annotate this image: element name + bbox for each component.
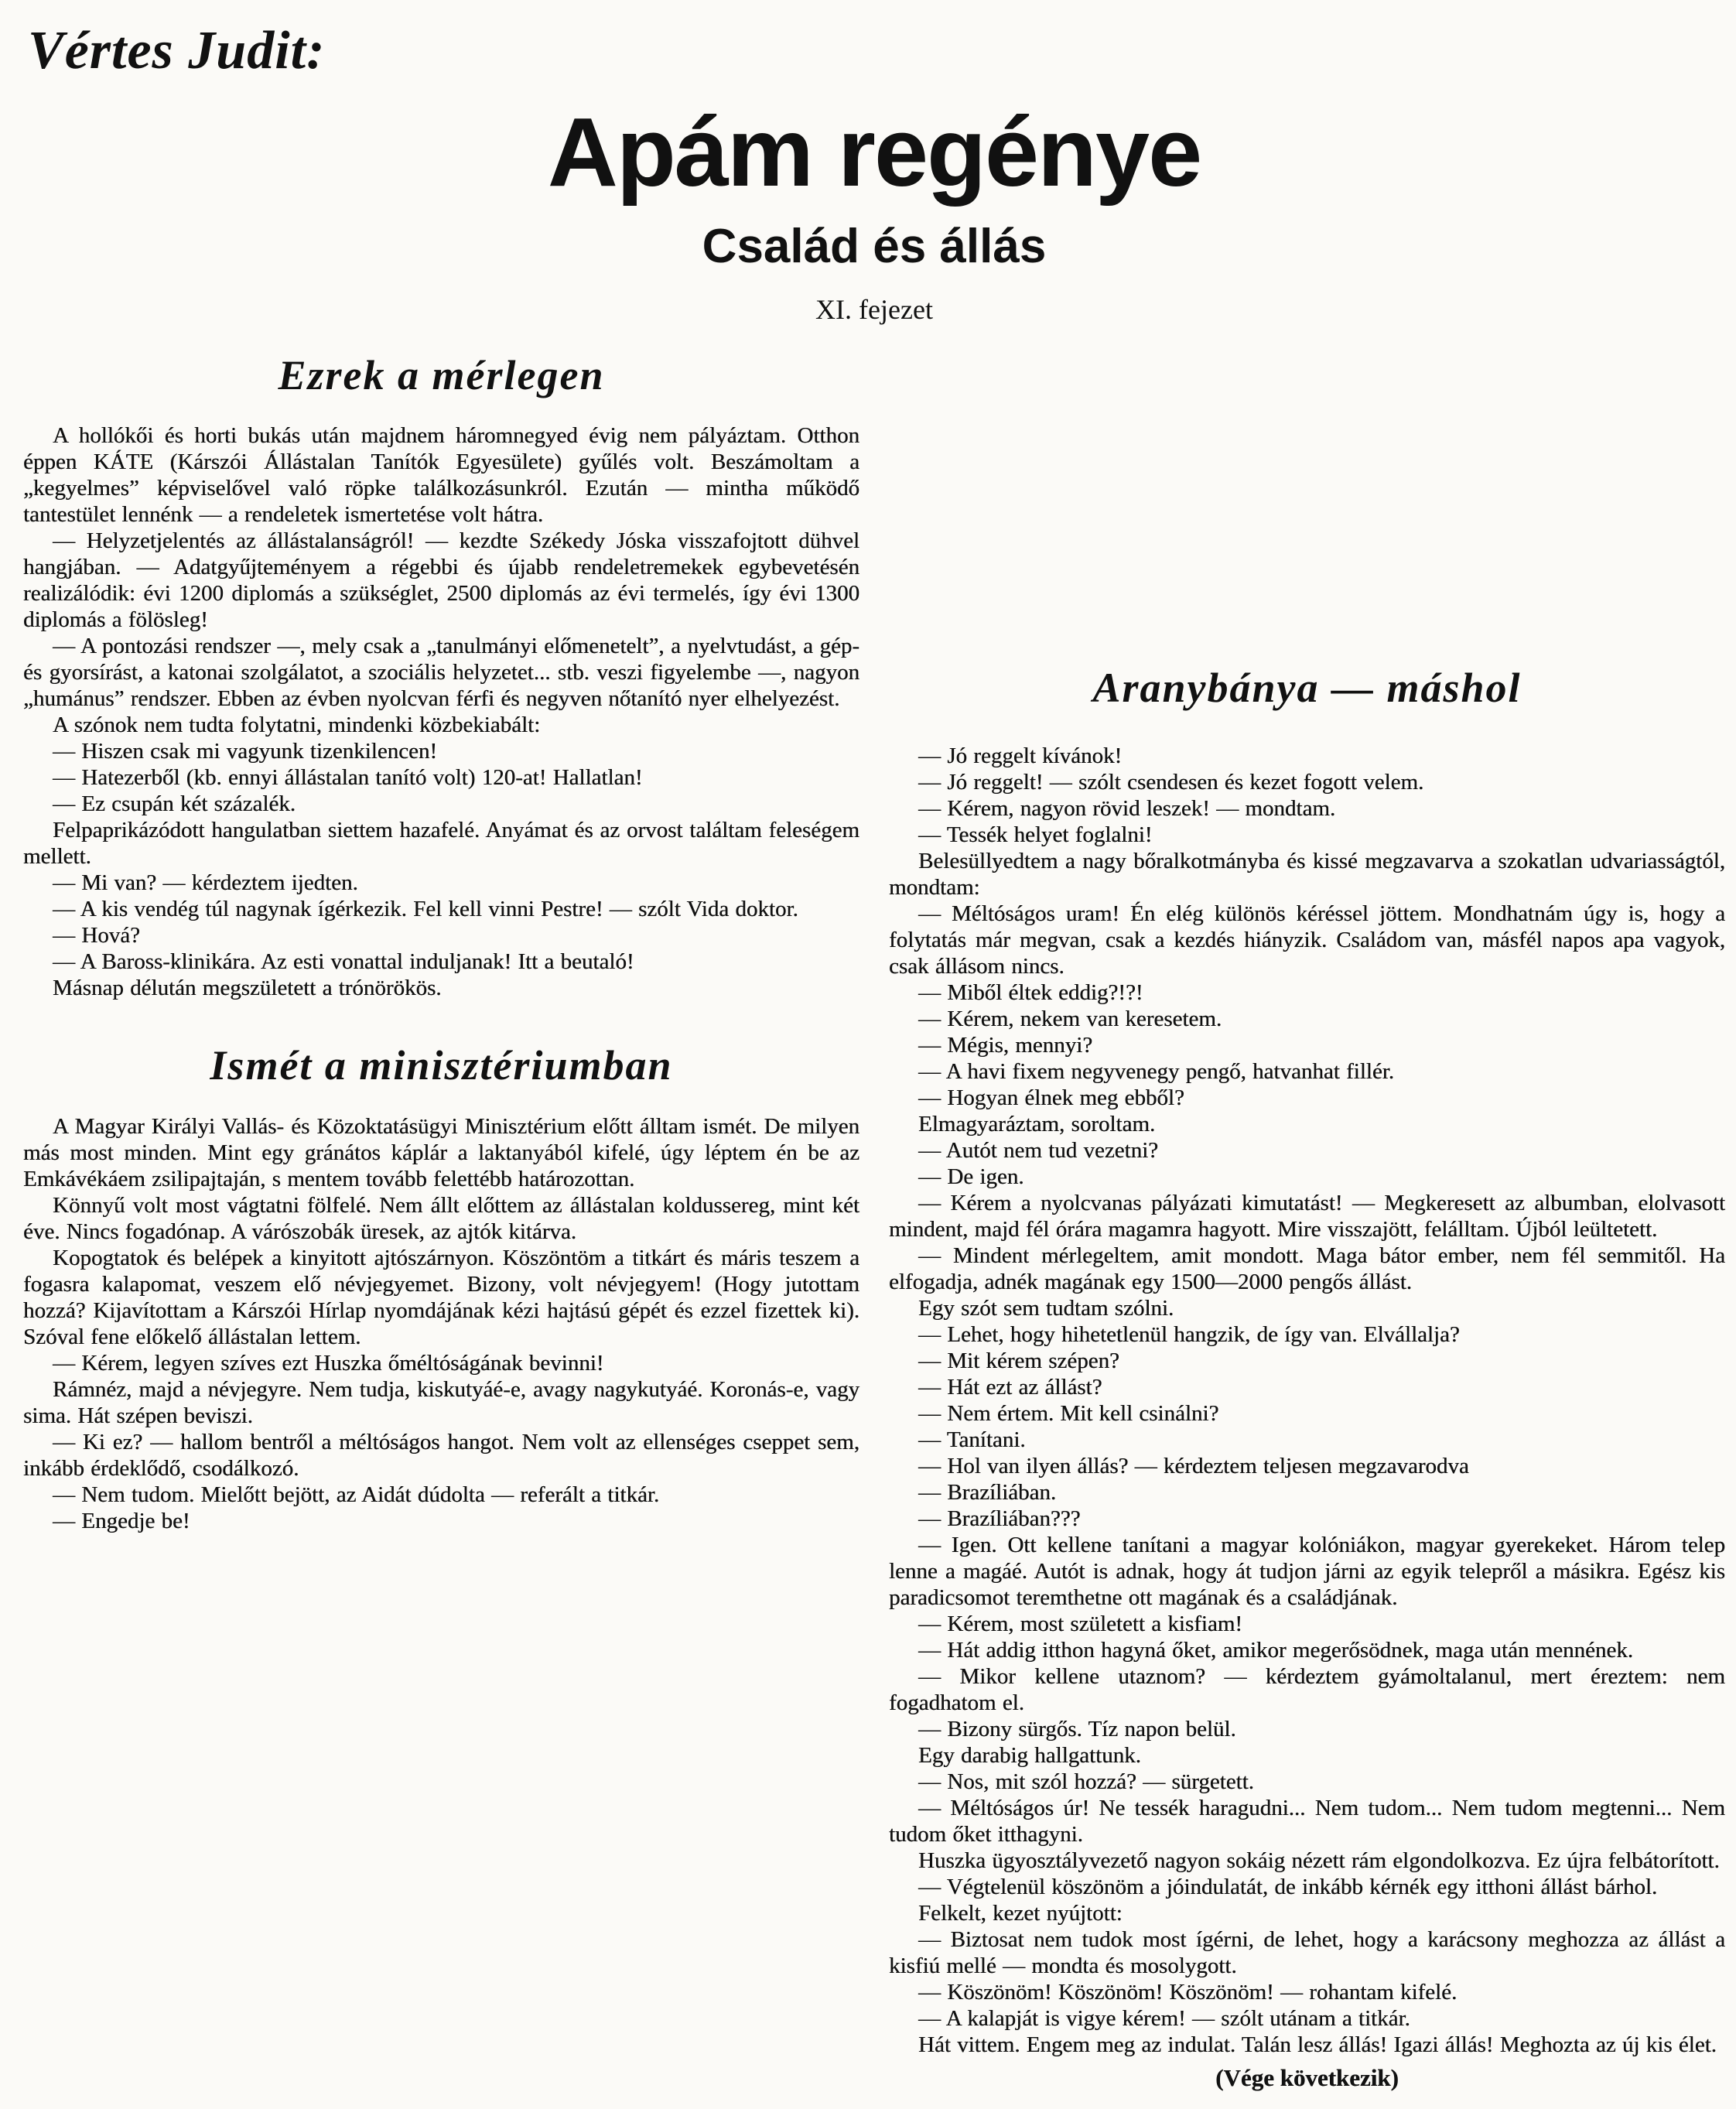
paragraph: — Méltóságos úr! Ne tessék haragudni... Nem tudom... Nem tudom megtenni... Nem tudom őket itthagyni. xyxy=(889,1796,1725,1848)
paragraph: — Brazíliában. xyxy=(918,1480,1057,1506)
paragraph: — Tessék helyet foglalni! xyxy=(918,822,1153,848)
paragraph: — Nem tudom. Mielőtt bejött, az Aidát dúdolta — referált a titkár. xyxy=(53,1482,660,1507)
paragraph: — Méltóságos uram! Én elég különös kéréssel jöttem. Mondhatnám úgy is, hogy a folytatás már megvan, csak a kezdés hiányzik. Családom van, másfél napos apa vagyok, csak állásom nincs. xyxy=(889,901,1725,979)
paragraph: — A kalapját is vigye kérem! — szólt utánam a titkár. xyxy=(918,2006,1410,2032)
paragraph: Felpaprikázódott hangulatban siettem hazafelé. Anyámat és az orvost találtam feleségem mellett. xyxy=(23,818,859,870)
left-column xyxy=(23,325,859,1533)
paragraph: Elmagyaráztam, soroltam. xyxy=(918,1112,1156,1137)
paragraph: — Kérem, nekem van keresetem. xyxy=(918,1007,1222,1032)
paragraph: — Mi van? — kérdeztem ijedten. xyxy=(53,870,358,896)
paragraph: A hollókői és horti bukás után majdnem háromnegyed évig nem pályáztam. Otthon éppen KÁTE (Kárszói Állástalan Tanítók Egyesülete) gyűlés volt. Beszámoltam a „kegyelmes” képviselővel való röpke találkozásunkról. Ezután — mintha működő tantestület lennénk — a rendeletek ismertetése volt hátra. xyxy=(23,423,859,528)
section-heading-aranybanya-mashol: Aranybánya — máshol xyxy=(1092,665,1522,712)
paragraph: Egy szót sem tudtam szólni. xyxy=(918,1296,1174,1321)
continuation-note: (Vége következik) xyxy=(1215,2064,1399,2092)
paragraph: — Autót nem tud vezetni? xyxy=(918,1138,1159,1164)
paragraph: Egy darabig hallgattunk. xyxy=(918,1743,1141,1769)
paragraph: — Brazíliában??? xyxy=(918,1506,1081,1532)
paragraph: Másnap délután megszületett a trónörökös. xyxy=(53,976,442,1001)
paragraph: Huszka ügyosztályvezető nagyon sokáig nézett rám elgondolkozva. Ez újra felbátorított. xyxy=(918,1848,1720,1874)
paragraph: — Végtelenül köszönöm a jóindulatát, de inkább kérnék egy itthoni állást bárhol. xyxy=(918,1875,1658,1900)
paragraph: — Lehet, hogy hihetetlenül hangzik, de így van. Elvállalja? xyxy=(918,1322,1460,1348)
paragraph: — Hát ezt az állást? xyxy=(918,1375,1102,1400)
paragraph: — Kérem, most született a kisfiam! xyxy=(918,1612,1242,1637)
paragraph: — Miből éltek eddig?!?! xyxy=(918,980,1143,1006)
paragraph: — Hogyan élnek meg ebből? xyxy=(918,1085,1184,1111)
paragraph: A Magyar Királyi Vallás- és Közoktatásügyi Minisztérium előtt álltam ismét. De milyen más most minden. Mint egy gránátos káplár a laktanyából kifelé, úgy léptem én be az Emkávékáem zsilipajtaján, s mentem tovább felettébb határozottan. xyxy=(23,1113,859,1191)
right-column xyxy=(889,325,1725,2092)
paragraph: — Köszönöm! Köszönöm! Köszönöm! — rohantam kifelé. xyxy=(918,1980,1457,2005)
paragraph: Kopogtatok és belépek a kinyitott ajtószárnyon. Köszöntöm a titkárt és máris teszem a fogasra kalapomat, veszem elő névjegyemet. Bizony, volt névjegyem! (Hogy jutottam hozzá? Kijavítottam a Kárszói Hírlap nyomdájának kézi hajtású gépét és ezzel fizettek ki). Szóval fene előkelő állástalan lettem. xyxy=(23,1245,859,1349)
paragraph: — Tanítani. xyxy=(918,1427,1026,1453)
paragraph: — A havi fixem negyvenegy pengő, hatvanhat fillér. xyxy=(918,1059,1395,1085)
paragraph: — A kis vendég túl nagynak ígérkezik. Fel kell vinni Pestre! — szólt Vida doktor. xyxy=(53,897,798,922)
paragraph: — Jó reggelt! — szólt csendesen és kezet fogott velem. xyxy=(918,770,1424,795)
article-columns xyxy=(23,325,1725,2092)
section-body-aranybanya-mashol xyxy=(889,743,1725,2058)
paragraph: — Mikor kellene utaznom? — kérdeztem gyámoltalanul, mert éreztem: nem fogadhatom el. xyxy=(889,1664,1725,1716)
paragraph: — Kérem, legyen szíves ezt Huszka őméltóságának bevinni! xyxy=(53,1350,604,1376)
paragraph: — Mégis, mennyi? xyxy=(918,1033,1093,1058)
paragraph: — Kérem a nyolcvanas pályázati kimutatást! — Megkeresett az albumban, elolvasott mindent, majd fél órára magamra hagyott. Mire visszajött, felálltam. Újból leültetett. xyxy=(889,1191,1725,1242)
paragraph: Könnyű volt most vágtatni fölfelé. Nem állt előttem az állástalan koldussereg, mint két éve. Nincs fogadónap. A várószobák üresek, az ajtók kitárva. xyxy=(23,1192,859,1244)
paragraph: — Jó reggelt kívánok! xyxy=(918,743,1123,769)
section-heading-ismet-a-miniszteriumban: Ismét a minisztériumban xyxy=(210,1042,673,1089)
paragraph: — Hol van ilyen állás? — kérdeztem teljesen megzavarodva xyxy=(918,1454,1469,1479)
paragraph: — Kérem, nagyon rövid leszek! — mondtam. xyxy=(918,796,1336,822)
paragraph: — Ki ez? — hallom bentről a méltóságos hangot. Nem volt az ellenséges cseppet sem, inkább érdeklődő, csodálkozó. xyxy=(23,1429,859,1481)
author-byline: Vértes Judit: xyxy=(28,21,326,80)
paragraph: — Igen. Ott kellene tanítani a magyar kolóniákon, magyar gyerekeket. Három telep lenne a magáé. Autót is adnak, hogy át tudjon járni az egyik telepről a másikra. Egész kis paradicsomot teremthetne ott magának és a családjának. xyxy=(889,1533,1725,1611)
paragraph: — Biztosat nem tudok most ígérni, de lehet, hogy a karácsony meghozza az állást a kisfiú mellé — mondta és mosolygott. xyxy=(889,1927,1725,1979)
paragraph: — Nos, mit szól hozzá? — sürgetett. xyxy=(918,1769,1254,1795)
paragraph: — De igen. xyxy=(918,1164,1024,1190)
paragraph: — Mit kérem szépen? xyxy=(918,1348,1119,1374)
paragraph: — Hová? xyxy=(53,923,140,949)
paragraph: — Hatezerből (kb. ennyi állástalan tanító volt) 120-at! Hallatlan! xyxy=(53,765,643,791)
paragraph: Rámnéz, majd a névjegyre. Nem tudja, kiskutyáé-e, avagy nagykutyáé. Koronás-e, vagy sima. Hát szépen beviszi. xyxy=(23,1376,859,1428)
paragraph: A szónok nem tudta folytatni, mindenki közbekiabált: xyxy=(53,713,541,738)
paragraph: — A Baross-klinikára. Az esti vonattal induljanak! Itt a beutaló! xyxy=(53,949,634,975)
paragraph: — Bizony sürgős. Tíz napon belül. xyxy=(918,1717,1236,1742)
article-title: Apám regénye xyxy=(547,97,1201,207)
paragraph: — Ez csupán két százalék. xyxy=(53,791,296,817)
paragraph: — A pontozási rendszer —, mely csak a „tanulmányi előmenetelt”, a nyelvtudást, a gép- és gyorsírást, a katonai szolgálatot, a szociális helyzetet... stb. veszi figyelembe —, nagyon „humánus” rendszer. Ebben az évben nyolcvan férfi és negyven nőtanító nyer elhelyezést. xyxy=(23,634,859,712)
paragraph: — Nem értem. Mit kell csinálni? xyxy=(918,1401,1219,1427)
chapter-label: XI. fejezet xyxy=(815,293,933,325)
paragraph: — Helyzetjelentés az állástalanságról! — kezdte Székedy Jóska visszafojtott dühvel hangjában. — Adatgyűjteményem a régebbi és újabb rendeletremekek egybevetésén realizálódik: évi 1200 diplomás a szükséglet, 2500 diplomás az évi termelés, így évi 1300 diplomás a fölösleg! xyxy=(23,528,859,633)
article-subtitle: Család és állás xyxy=(702,219,1047,273)
section-heading-ezrek-a-merlegen: Ezrek a mérlegen xyxy=(278,352,605,399)
paragraph: Hát vittem. Engem meg az indulat. Talán lesz állás! Igazi állás! Meghozta az új kis élet. xyxy=(918,2032,1717,2058)
paragraph: — Hát addig itthon hagyná őket, amikor megerősödnek, maga után mennének. xyxy=(918,1638,1634,1663)
section-body-ezrek-a-merlegen xyxy=(23,422,859,1001)
paragraph: Belesüllyedtem a nagy bőralkotmányba és kissé megzavarva a szokatlan udvariasságtól, mondtam: xyxy=(889,849,1725,901)
paragraph: — Hiszen csak mi vagyunk tizenkilencen! xyxy=(53,739,438,764)
section-body-ismet-a-miniszteriumban xyxy=(23,1113,859,1534)
paragraph: Felkelt, kezet nyújtott: xyxy=(918,1901,1123,1926)
paragraph: — Engedje be! xyxy=(53,1508,190,1533)
paragraph: — Mindent mérlegeltem, amit mondott. Maga bátor ember, nem fél semmitől. Ha elfogadja, adnék magának egy 1500—2000 pengős állást. xyxy=(889,1243,1725,1295)
